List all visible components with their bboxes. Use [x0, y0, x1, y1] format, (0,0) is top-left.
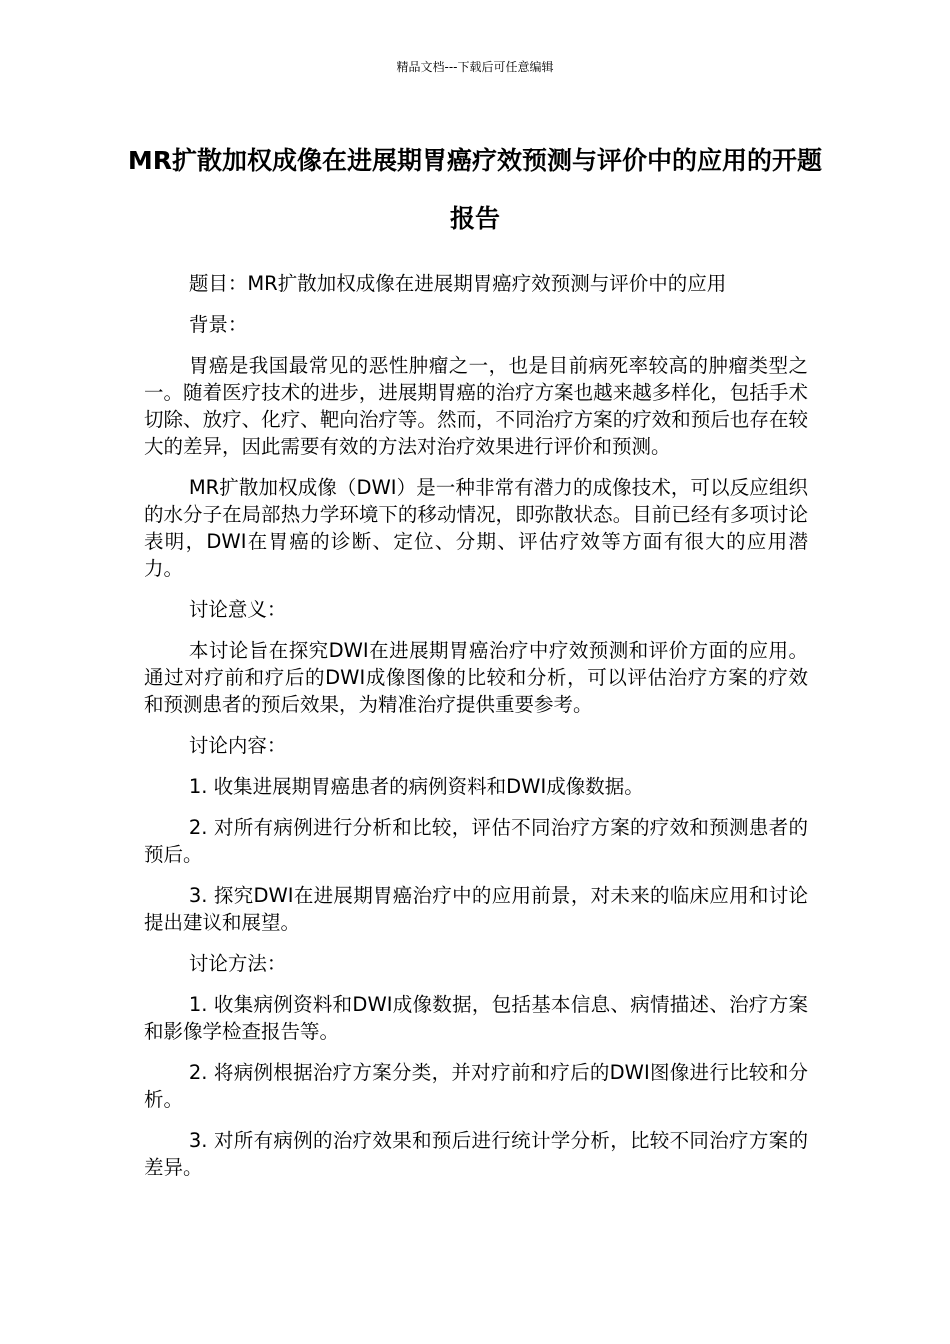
document-title: MR扩散加权成像在进展期胃癌疗效预测与评价中的应用的开题报告	[127, 146, 823, 233]
content-item-3: 3. 探究DWI在进展期胃癌治疗中的应用前景，对未来的临床应用和讨论提出建议和展望。	[144, 884, 808, 934]
paragraph-significance: 本讨论旨在探究DWI在进展期胃癌治疗中疗效预测和评价方面的应用。通过对疗前和疗后的DWI成像图像的比较和分析，可以评估治疗方案的疗效和预测患者的预后效果，为精准治疗提供重要参考。	[144, 639, 808, 716]
content-item-1: 1. 收集进展期胃癌患者的病例资料和DWI成像数据。	[188, 775, 644, 798]
method-item-1: 1. 收集病例资料和DWI成像数据，包括基本信息、病情描述、治疗方案和影像学检查报告等。	[144, 993, 808, 1043]
document-body	[144, 270, 808, 1195]
heading-methods: 讨论方法：	[188, 952, 287, 975]
heading-content: 讨论内容：	[188, 734, 287, 757]
heading-background: 背景：	[188, 313, 248, 336]
method-item-3: 3. 对所有病例的治疗效果和预后进行统计学分析，比较不同治疗方案的差异。	[144, 1129, 808, 1179]
content-item-2: 2. 对所有病例进行分析和比较，评估不同治疗方案的疗效和预测患者的预后。	[144, 816, 808, 866]
paragraph-topic: 题目：MR扩散加权成像在进展期胃癌疗效预测与评价中的应用	[188, 272, 727, 295]
method-item-2: 2. 将病例根据治疗方案分类，并对疗前和疗后的DWI图像进行比较和分析。	[144, 1061, 808, 1111]
paragraph-background-2: MR扩散加权成像（DWI）是一种非常有潜力的成像技术，可以反应组织的水分子在局部热力学环境下的移动情况，即弥散状态。目前已经有多项讨论表明，DWI在胃癌的诊断、定位、分期、评估疗效等方面有很大的应用潜力。	[144, 476, 808, 580]
page-header-note: 精品文档---下载后可任意编辑	[396, 60, 554, 74]
paragraph-background-1: 胃癌是我国最常见的恶性肿瘤之一，也是目前病死率较高的肿瘤类型之一。随着医疗技术的进步，进展期胃癌的治疗方案也越来越多样化，包括手术切除、放疗、化疗、靶向治疗等。然而，不同治疗方案的疗效和预后也存在较大的差异，因此需要有效的方法对治疗效果进行评价和预测。	[144, 354, 808, 458]
heading-significance: 讨论意义：	[188, 598, 287, 621]
